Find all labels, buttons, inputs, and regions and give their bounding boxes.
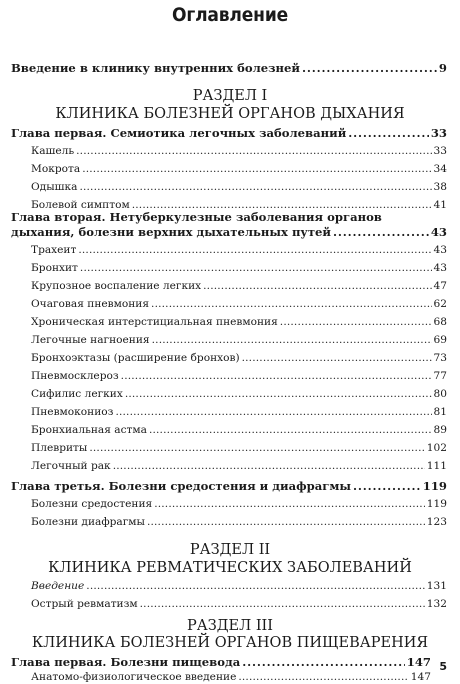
toc-chapter-first-line[interactable]: Глава вторая. Нетуберкулезные заболевания органов: [11, 210, 382, 224]
page-ref: 33: [433, 145, 447, 157]
section-label: РАЗДЕЛ II: [189, 542, 271, 558]
page-ref: 111: [426, 460, 447, 472]
section-title: КЛИНИКА РЕВМАТИЧЕСКИХ ЗАБОЛЕВАНИЙ: [48, 560, 412, 576]
toc-item[interactable]: Крупозное воспаление легких . . . 47: [31, 280, 447, 292]
section-title: КЛИНИКА БОЛЕЗНЕЙ ОРГАНОВ ПИЩЕВАРЕНИЯ: [31, 635, 429, 651]
dot-leader: [151, 298, 431, 310]
dot-leader: [125, 388, 432, 400]
dot-leader: [149, 424, 432, 436]
section-title: КЛИНИКА БОЛЕЗНЕЙ ОРГАНОВ ДЫХАНИЯ: [55, 106, 405, 122]
page-ref: 73: [433, 352, 447, 364]
dot-leader: [121, 370, 432, 382]
dot-leader: [82, 163, 431, 175]
toc-item[interactable]: Острый ревматизм . . . 132: [31, 598, 447, 610]
toc-chapter[interactable]: дыхания, болезни верхних дыхательных путей . . . 43: [11, 225, 447, 239]
page-ref: 9: [438, 61, 447, 75]
dot-leader: [238, 671, 408, 683]
dot-leader: [333, 225, 429, 239]
dot-leader: [203, 280, 431, 292]
dot-leader: [113, 460, 425, 472]
page-ref: 89: [433, 424, 447, 436]
toc-item[interactable]: Введение . . . 131: [31, 580, 447, 592]
page-ref: 80: [433, 388, 447, 400]
toc-item[interactable]: Анатомо-физиологическое введение . . . 147: [31, 671, 431, 683]
toc-item[interactable]: Очаговая пневмония . . . 62: [31, 298, 447, 310]
page-ref: 43: [430, 225, 447, 239]
dot-leader: [147, 516, 425, 528]
dot-leader: [76, 145, 431, 157]
page-ref: 33: [430, 126, 447, 140]
dot-leader: [78, 244, 431, 256]
toc-item[interactable]: Пневмосклероз . . . 77: [31, 370, 447, 382]
dot-leader: [152, 334, 432, 346]
page-ref: 41: [433, 199, 447, 211]
toc-item[interactable]: Бронхит . . . 43: [31, 262, 447, 274]
dot-leader: [280, 316, 432, 328]
toc-item[interactable]: Легочный рак . . . 111: [31, 460, 447, 472]
dot-leader: [79, 181, 431, 193]
toc-item[interactable]: Бронхоэктазы (расширение бронхов) . . . 73: [31, 352, 447, 364]
page-ref: 43: [433, 244, 447, 256]
page-ref: 68: [433, 316, 447, 328]
toc-item[interactable]: Бронхиальная астма . . . 89: [31, 424, 447, 436]
section-label: РАЗДЕЛ I: [192, 88, 268, 104]
toc-item[interactable]: Болезни средостения . . . 119: [31, 498, 447, 510]
toc-item[interactable]: Трахеит . . . 43: [31, 244, 447, 256]
page-ref: 38: [433, 181, 447, 193]
page-ref: 102: [426, 442, 447, 454]
page-ref: 34: [433, 163, 447, 175]
toc-item[interactable]: Легочные нагноения . . . 69: [31, 334, 447, 346]
dot-leader: [154, 498, 425, 510]
toc-item[interactable]: Мокрота . . . 34: [31, 163, 447, 175]
dot-leader: [115, 406, 431, 418]
dot-leader: [89, 442, 424, 454]
dot-leader: [86, 580, 424, 592]
section-label: РАЗДЕЛ III: [186, 618, 274, 634]
page-ref: 147: [410, 671, 431, 683]
dot-leader: [242, 352, 432, 364]
toc-item[interactable]: Болевой симптом . . . 41: [31, 199, 447, 211]
toc-chapter[interactable]: Глава первая. Болезни пищевода . . . 147: [11, 655, 431, 669]
page-ref: 81: [433, 406, 447, 418]
toc-item[interactable]: Плевриты . . . 102: [31, 442, 447, 454]
page-ref: 131: [426, 580, 447, 592]
toc-entry-intro[interactable]: Введение в клинику внутренних болезней . . . 9: [11, 61, 447, 75]
dot-leader: [242, 655, 405, 669]
page-ref: 119: [422, 479, 447, 493]
page-ref: 47: [433, 280, 447, 292]
dot-leader: [80, 262, 432, 274]
page-ref: 119: [426, 498, 447, 510]
toc-item[interactable]: Хроническая интерстициальная пневмония . . . 68: [31, 316, 447, 328]
page-number: 5: [439, 660, 447, 673]
toc-item[interactable]: Сифилис легких . . . 80: [31, 388, 447, 400]
page-title: Оглавление: [171, 4, 289, 26]
page-ref: 123: [426, 516, 447, 528]
dot-leader: [140, 598, 425, 610]
toc-chapter[interactable]: Глава первая. Семиотика легочных заболеваний . . . 33: [11, 126, 447, 140]
toc-item[interactable]: Болезни диафрагмы . . . 123: [31, 516, 447, 528]
page-ref: 147: [406, 655, 431, 669]
dot-leader: [353, 479, 421, 493]
dot-leader: [302, 61, 437, 75]
toc-item[interactable]: Пневмокониоз . . . 81: [31, 406, 447, 418]
page-ref: 77: [433, 370, 447, 382]
dot-leader: [348, 126, 429, 140]
toc-item[interactable]: Одышка . . . 38: [31, 181, 447, 193]
page-ref: 43: [433, 262, 447, 274]
toc-chapter[interactable]: Глава третья. Болезни средостения и диафрагмы . . . 119: [11, 479, 447, 493]
page-ref: 62: [433, 298, 447, 310]
page-ref: 132: [426, 598, 447, 610]
toc-item[interactable]: Кашель . . . 33: [31, 145, 447, 157]
page-ref: 69: [433, 334, 447, 346]
